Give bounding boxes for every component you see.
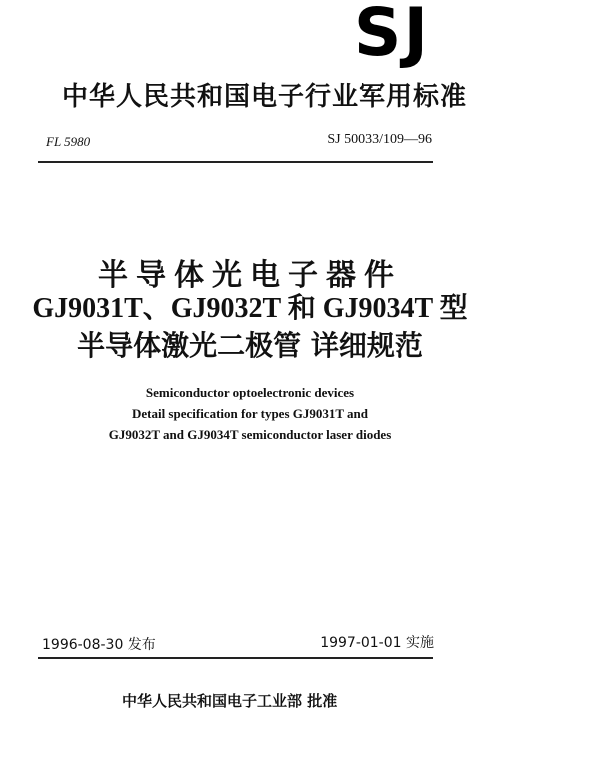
approving-authority: 中华人民共和国电子工业部 批准 xyxy=(122,692,338,710)
effective-date: 1997-01-01 实施 xyxy=(320,635,434,651)
english-title-line-1: Semiconductor optoelectronic devices xyxy=(145,385,355,400)
header-divider xyxy=(38,161,433,163)
classification-code: FL 5980 xyxy=(46,134,91,149)
english-title-line-2: Detail specification for types GJ9031T and xyxy=(131,406,369,421)
footer-divider xyxy=(38,657,433,659)
english-title-line-3: GJ9032T and GJ9034T semiconductor laser diodes xyxy=(108,427,392,442)
title-line-3: 半导体激光二极管 详细规范 xyxy=(77,329,423,362)
title-line-1: 半导体光电子器件 xyxy=(98,258,402,293)
organization-name: 中华人民共和国电子行业军用标准 xyxy=(62,82,468,112)
standard-number: SJ 50033/109—96 xyxy=(327,132,432,147)
sj-logo: SJ xyxy=(353,0,430,71)
title-line-2: GJ9031T、GJ9032T 和 GJ9034T 型 xyxy=(32,293,468,324)
issue-date: 1996-08-30 发布 xyxy=(42,637,156,653)
